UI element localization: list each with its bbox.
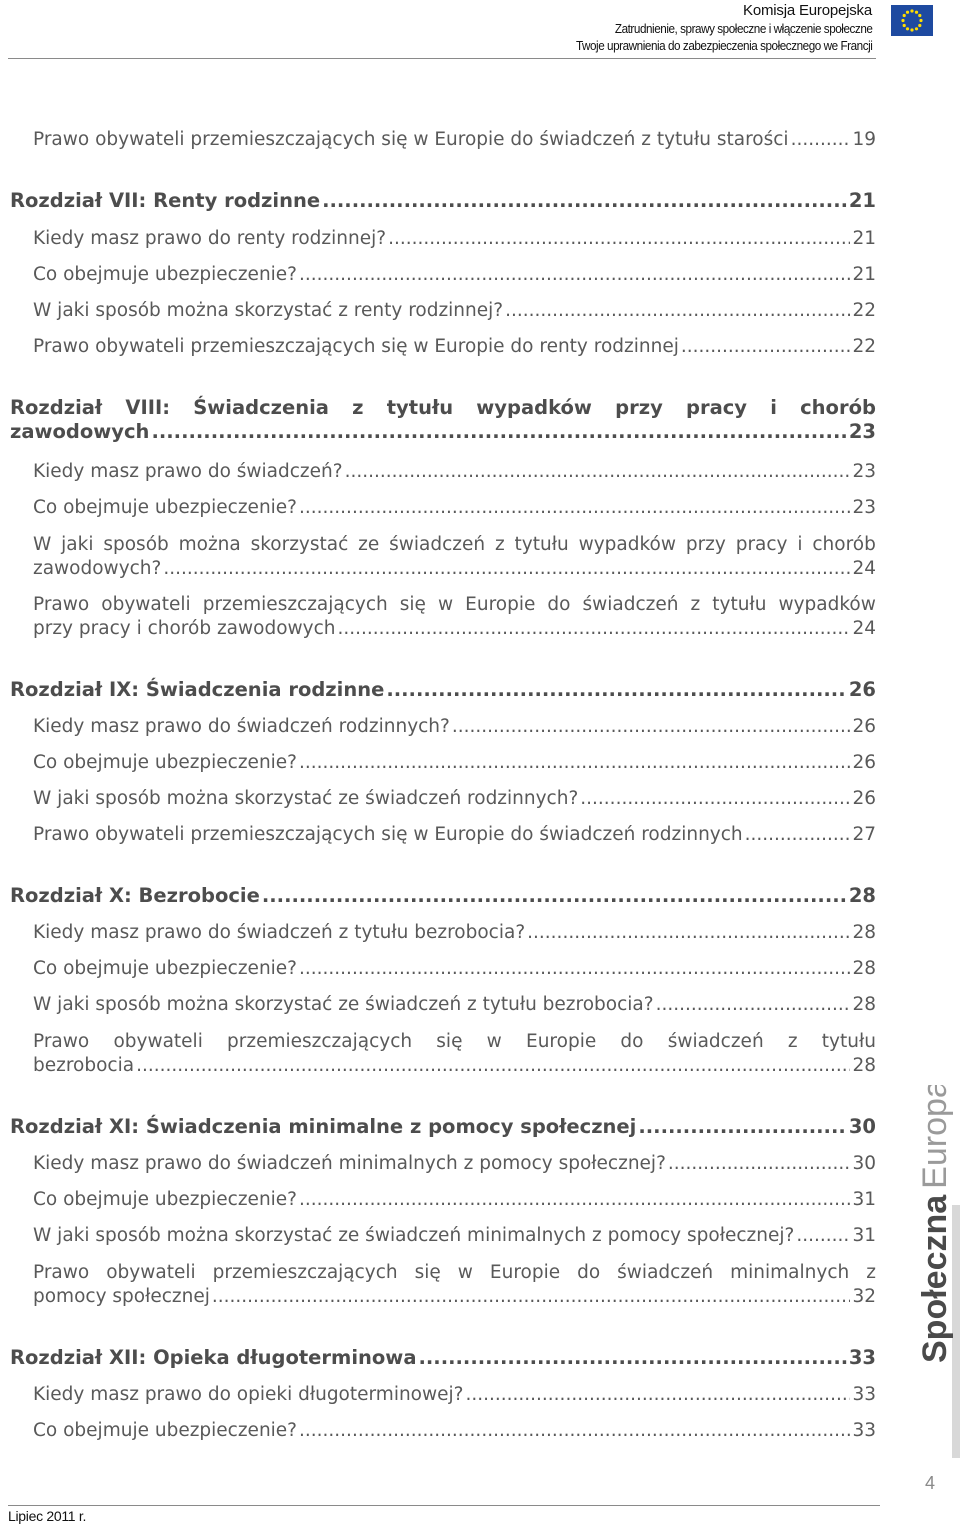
toc-chapter-title-line1 — [10, 396, 876, 420]
toc-entry-title-line2 — [33, 617, 876, 641]
toc-word: i — [770, 396, 777, 419]
toc-word: z — [690, 594, 701, 615]
toc-entry-title: Kiedy masz prawo do opieki długoterminowej? — [33, 1384, 464, 1405]
toc-entry-title: Kiedy masz prawo do świadczeń z tytułu bezrobocia? — [33, 922, 526, 943]
toc-word: zawodowych? — [33, 558, 162, 579]
toc-word: świadczeń — [667, 1031, 764, 1052]
toc-word: Europie — [526, 1031, 597, 1052]
toc-entry-page: 21 — [852, 228, 876, 249]
toc-entry-page: 26 — [852, 752, 876, 773]
toc-word: VIII: — [125, 396, 171, 419]
toc-word: można — [178, 534, 241, 555]
toc-word: bezrobocia — [33, 1055, 135, 1076]
toc-entry-title: Prawo obywateli przemieszczających się w Europie do świadczeń rodzinnych — [33, 824, 743, 845]
toc-chapter[interactable] — [10, 884, 876, 908]
toc-entry[interactable] — [33, 533, 876, 581]
toc-entry[interactable] — [33, 264, 876, 286]
toc-word: się — [414, 1262, 441, 1283]
toc-leader-dots — [151, 420, 846, 444]
toc-entry-title: W jaki sposób można skorzystać ze świadczeń z tytułu bezrobocia? — [33, 994, 654, 1015]
toc-word: chorób — [812, 534, 876, 555]
toc-word: tytułu — [712, 594, 767, 615]
toc-leader-dots — [299, 497, 850, 519]
toc-leader-dots — [681, 336, 851, 358]
toc-leader-dots — [791, 129, 851, 151]
toc-leader-dots — [212, 1285, 851, 1309]
toc-entry[interactable] — [33, 1420, 876, 1442]
page-number: 4 — [925, 1473, 936, 1493]
toc-leader-dots — [505, 300, 850, 322]
toc-entry-title: Co obejmuje ubezpieczenie? — [33, 497, 298, 518]
toc-entry[interactable] — [33, 958, 876, 980]
toc-entry-title: Kiedy masz prawo do świadczeń minimalnych z pomocy społecznej? — [33, 1153, 666, 1174]
toc-entry-title: W jaki sposób można skorzystać z renty rodzinnej? — [33, 300, 504, 321]
toc-entry-page: 30 — [852, 1153, 876, 1174]
toc-leader-dots — [345, 461, 851, 483]
toc-word: przemieszczających — [212, 1262, 398, 1283]
toc-word: Prawo — [33, 1031, 90, 1052]
toc-word: do — [547, 594, 571, 615]
toc-entry[interactable] — [33, 129, 876, 151]
toc-leader-dots — [527, 922, 850, 944]
toc-entry-page: 32 — [852, 1286, 876, 1307]
toc-chapter[interactable] — [10, 678, 876, 702]
toc-leader-dots — [452, 716, 851, 738]
toc-word: tytułu — [386, 396, 454, 419]
toc-word: jaki — [61, 534, 94, 555]
toc-entry-title-line1 — [33, 1030, 876, 1054]
toc-word: tytułu — [821, 1031, 876, 1052]
toc-leader-dots — [338, 617, 851, 641]
toc-leader-dots — [136, 1054, 850, 1078]
toc-leader-dots — [299, 1189, 850, 1211]
toc-entry-title-line2 — [33, 1285, 876, 1309]
toc-word: Europie — [465, 594, 536, 615]
toc-word: zawodowych — [10, 420, 150, 443]
toc-entry-title: Prawo obywateli przemieszczających się w Europie do świadczeń z tytułu starości — [33, 129, 789, 150]
toc-leader-dots — [418, 1346, 846, 1370]
toc-word: W — [33, 534, 52, 555]
toc-entry-page: 33 — [852, 1420, 876, 1441]
toc-word: przemieszczających — [202, 594, 388, 615]
toc-leader-dots — [745, 824, 851, 846]
toc-entry-page: 28 — [852, 922, 876, 943]
toc-word: z — [787, 1031, 798, 1052]
toc-entry[interactable] — [33, 1030, 876, 1078]
toc-word: z — [866, 1262, 876, 1283]
brand-word-light: Europa — [916, 1085, 954, 1189]
toc-entry-title: Kiedy masz prawo do świadczeń? — [33, 461, 343, 482]
toc-entry[interactable] — [33, 994, 876, 1016]
toc-word: w — [437, 594, 454, 615]
toc-entry-page: 31 — [852, 1225, 876, 1246]
toc-entry-title: W jaki sposób można skorzystać ze świadczeń minimalnych z pomocy społecznej? — [33, 1225, 795, 1246]
toc-entry-title: Co obejmuje ubezpieczenie? — [33, 264, 298, 285]
toc-word: Świadczenia — [193, 396, 329, 419]
toc-entry-title-line1 — [33, 593, 876, 617]
toc-entry-page: 28 — [852, 1055, 876, 1076]
toc-leader-dots — [386, 678, 847, 702]
toc-word: świadczeń — [582, 594, 679, 615]
toc-leader-dots — [299, 1420, 850, 1442]
toc-leader-dots — [638, 1115, 847, 1139]
toc-entry[interactable] — [33, 716, 876, 738]
toc-word: wypadków — [476, 396, 592, 419]
organization-name: Komisja Europejska — [743, 2, 872, 19]
toc-leader-dots — [796, 1225, 850, 1247]
toc-chapter[interactable] — [10, 1115, 876, 1139]
toc-entry-title: Co obejmuje ubezpieczenie? — [33, 1420, 298, 1441]
toc-word: sposób — [103, 534, 169, 555]
toc-chapter-title: Rozdział X: Bezrobocie — [10, 884, 260, 907]
toc-entry-page: 26 — [852, 716, 876, 737]
toc-entry-page: 31 — [852, 1189, 876, 1210]
toc-word: świadczeń — [389, 534, 486, 555]
toc-chapter-title: Rozdział IX: Świadczenia rodzinne — [10, 678, 385, 701]
toc-word: Prawo — [33, 1262, 90, 1283]
toc-word: z — [352, 396, 364, 419]
toc-entry[interactable] — [33, 788, 876, 810]
toc-leader-dots — [388, 228, 850, 250]
toc-word: Prawo — [33, 594, 90, 615]
spoleczna-europa-logo — [912, 1085, 956, 1365]
toc-word: obywateli — [101, 594, 191, 615]
toc-entry-page: 22 — [852, 336, 876, 357]
toc-entry[interactable] — [33, 752, 876, 774]
toc-entry[interactable] — [33, 497, 876, 519]
toc-word: wypadków — [578, 534, 676, 555]
toc-entry[interactable] — [33, 1189, 876, 1211]
toc-leader-dots — [262, 884, 847, 908]
toc-word: świadczeń — [617, 1262, 714, 1283]
footer-divider — [8, 1505, 880, 1506]
toc-entry[interactable] — [33, 1261, 876, 1309]
toc-word: skorzystać — [250, 534, 349, 555]
toc-entry-page: 24 — [852, 558, 876, 579]
toc-leader-dots — [668, 1153, 851, 1175]
toc-word: wypadków — [778, 594, 876, 615]
toc-chapter-title-line2 — [10, 420, 876, 444]
toc-entry-title: Co obejmuje ubezpieczenie? — [33, 752, 298, 773]
toc-word: z — [494, 534, 505, 555]
toc-chapter-page: 33 — [848, 1346, 876, 1369]
toc-chapter[interactable] — [10, 1346, 876, 1370]
toc-word: przy pracy i chorób zawodowych — [33, 618, 336, 639]
toc-word: przy — [685, 534, 726, 555]
toc-entry-page: 23 — [852, 497, 876, 518]
toc-chapter-title: Rozdział VII: Renty rodzinne — [10, 189, 321, 212]
toc-entry[interactable] — [33, 922, 876, 944]
toc-entry-title: Co obejmuje ubezpieczenie? — [33, 958, 298, 979]
toc-word: ze — [358, 534, 380, 555]
document-title: Twoje uprawnienia do zabezpieczenia społecznego we Francji — [575, 38, 872, 53]
toc-entry[interactable] — [33, 593, 876, 641]
toc-entry-page: 28 — [852, 958, 876, 979]
toc-word: się — [399, 594, 426, 615]
toc-entry[interactable] — [33, 228, 876, 250]
toc-chapter-page: 21 — [848, 189, 876, 212]
toc-word: obywateli — [113, 1031, 203, 1052]
toc-entry[interactable] — [33, 1384, 876, 1406]
toc-entry-title: Kiedy masz prawo do renty rodzinnej? — [33, 228, 387, 249]
toc-entry[interactable] — [33, 1153, 876, 1175]
toc-chapter-page: 26 — [848, 678, 876, 701]
toc-leader-dots — [299, 958, 850, 980]
toc-word: minimalnych — [730, 1262, 850, 1283]
brand-word-bold: SpołecznaEuropa — [916, 1085, 954, 1363]
toc-word: przemieszczających — [227, 1031, 413, 1052]
toc-entry-title-line1 — [33, 1261, 876, 1285]
toc-word: w — [486, 1031, 502, 1052]
toc-entry-page: 22 — [852, 300, 876, 321]
toc-entry-title-line1 — [33, 533, 876, 557]
toc-word: pomocy społecznej — [33, 1286, 210, 1307]
toc-leader-dots — [656, 994, 851, 1016]
toc-chapter-page: 30 — [848, 1115, 876, 1138]
toc-entry-page: 24 — [852, 618, 876, 639]
toc-entry[interactable] — [33, 300, 876, 322]
toc-chapter-page: 23 — [848, 420, 876, 443]
toc-chapter-title: Rozdział XI: Świadczenia minimalne z pomocy społecznej — [10, 1115, 637, 1138]
department-name: Zatrudnienie, sprawy społeczne i włączenie społeczne — [614, 21, 872, 36]
toc-entry-title-line2 — [33, 1054, 876, 1078]
toc-entry-title-line2 — [33, 557, 876, 581]
toc-entry-title: W jaki sposób można skorzystać ze świadczeń rodzinnych? — [33, 788, 579, 809]
toc-entry-page: 21 — [852, 264, 876, 285]
toc-word: pracy — [686, 396, 748, 419]
toc-leader-dots — [299, 752, 850, 774]
toc-entry-page: 19 — [852, 129, 876, 150]
toc-word: tytułu — [514, 534, 569, 555]
toc-chapter-page: 28 — [848, 884, 876, 907]
toc-entry-title: Kiedy masz prawo do świadczeń rodzinnych? — [33, 716, 450, 737]
toc-chapter[interactable] — [10, 189, 876, 213]
toc-leader-dots — [465, 1384, 850, 1406]
toc-word: przy — [615, 396, 663, 419]
toc-entry-page: 23 — [852, 461, 876, 482]
footer-date: Lipiec 2011 r. — [8, 1508, 87, 1524]
toc-word: się — [436, 1031, 463, 1052]
toc-entry-page: 33 — [852, 1384, 876, 1405]
toc-word: do — [620, 1031, 644, 1052]
toc-entry[interactable] — [33, 824, 876, 846]
toc-word: obywateli — [106, 1262, 196, 1283]
toc-entry-title: Prawo obywateli przemieszczających się w Europie do renty rodzinnej — [33, 336, 679, 357]
toc-word: Rozdział — [10, 396, 103, 419]
toc-word: do — [577, 1262, 601, 1283]
toc-entry[interactable] — [33, 461, 876, 483]
toc-leader-dots — [322, 189, 847, 213]
toc-chapter-title: Rozdział XII: Opieka długoterminowa — [10, 1346, 417, 1369]
toc-entry-page: 26 — [852, 788, 876, 809]
toc-leader-dots — [299, 264, 850, 286]
toc-word: chorób — [800, 396, 876, 419]
toc-chapter[interactable] — [10, 396, 876, 444]
toc-word: i — [797, 534, 803, 555]
toc-word: Europie — [489, 1262, 561, 1283]
toc-entry-title: Co obejmuje ubezpieczenie? — [33, 1189, 298, 1210]
toc-leader-dots — [163, 557, 850, 581]
toc-entry[interactable] — [33, 336, 876, 358]
toc-word: w — [457, 1262, 473, 1283]
toc-word: pracy — [735, 534, 788, 555]
toc-entry[interactable] — [33, 1225, 876, 1247]
toc-entry-page: 28 — [852, 994, 876, 1015]
toc-leader-dots — [580, 788, 850, 810]
toc-entry-page: 27 — [852, 824, 876, 845]
